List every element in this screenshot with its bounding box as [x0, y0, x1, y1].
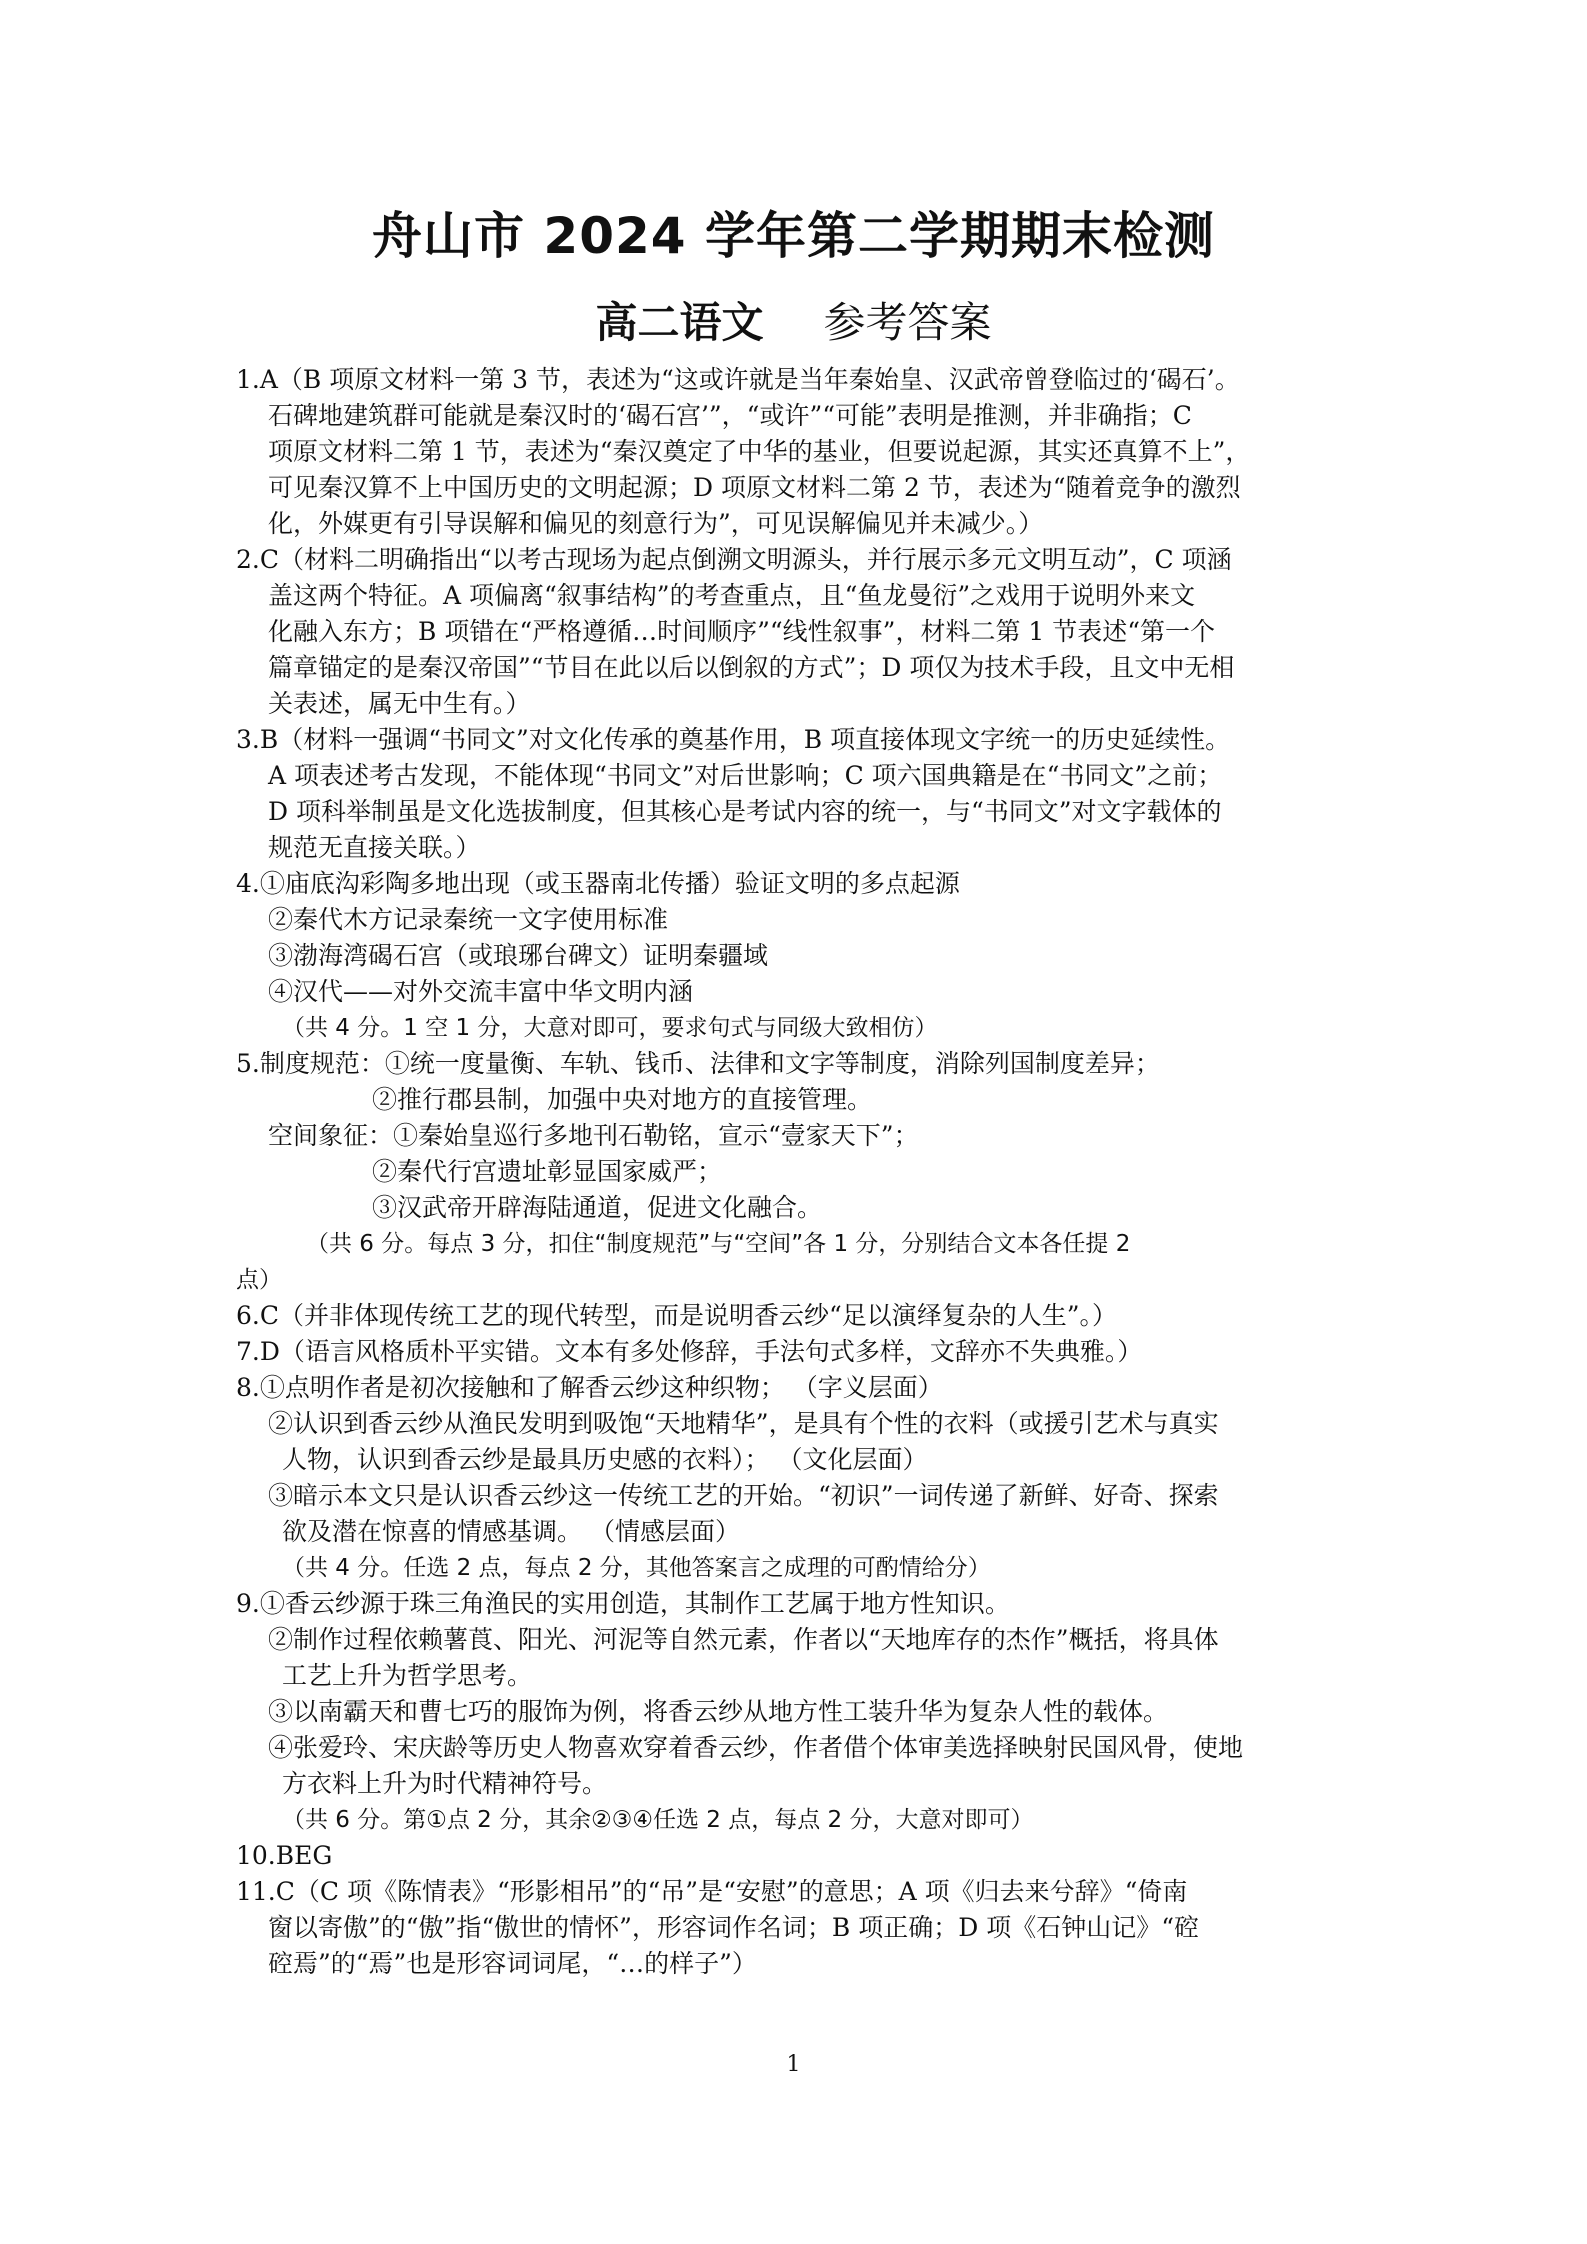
answer-key-label: 参考答案	[823, 298, 992, 347]
answer-line: 化，外媒更有引导误解和偏见的刻意行为”，可见误解偏见并未减少。）	[268, 509, 1044, 538]
answer-line: 窗以寄傲”的“傲”指“傲世的情怀”，形容词作名词；B 项正确；D 项《石钟山记》“硿	[268, 1913, 1199, 1942]
answer-line: ③汉武帝开辟海陆通道，促进文化融合。	[372, 1193, 823, 1222]
answer-line: 石碑地建筑群可能就是秦汉时的‘碣石宫’”，“或许”“可能”表明是推测，并非确指；C	[268, 401, 1192, 430]
answer-line: 5.制度规范：①统一度量衡、车轨、钱币、法律和文字等制度，消除列国制度差异；	[236, 1049, 1160, 1078]
answer-line: 硿焉”的“焉”也是形容词词尾，“…的样子”）	[268, 1949, 757, 1978]
answer-line: ③暗示本文只是认识香云纱这一传统工艺的开始。“初识”一词传递了新鲜、好奇、探索	[268, 1481, 1219, 1510]
answer-line: 欲及潜在惊喜的情感基调。 （情感层面）	[282, 1517, 740, 1546]
answer-line: ②推行郡县制，加强中央对地方的直接管理。	[372, 1085, 873, 1114]
answer-line: 项原文材料二第 1 节，表述为“秦汉奠定了中华的基业，但要说起源，其实还真算不上”，	[268, 437, 1251, 466]
answer-line: ④汉代——对外交流丰富中华文明内涵	[268, 977, 694, 1006]
scoring-note: （共 4 分。1 空 1 分，大意对即可，要求句式与同级大致相仿）	[282, 1015, 938, 1041]
answer-line: 可见秦汉算不上中国历史的文明起源；D 项原文材料二第 2 节，表述为“随着竞争的激烈	[268, 473, 1241, 502]
answer-line: 10.BEG	[236, 1841, 333, 1870]
answer-line: 人物，认识到香云纱是最具历史感的衣料）； （文化层面）	[282, 1445, 928, 1474]
answer-line: ②秦代木方记录秦统一文字使用标准	[268, 905, 669, 934]
scoring-note: （共 6 分。每点 3 分，扣住“制度规范”与“空间”各 1 分，分别结合文本各任提 2	[306, 1231, 1131, 1257]
answer-line: 篇章锚定的是秦汉帝国”“节目在此以后以倒叙的方式”；D 项仅为技术手段，且文中无相	[268, 653, 1235, 682]
answer-line: 3.B（材料一强调“书同文”对文化传承的奠基作用，B 项直接体现文字统一的历史延续性。	[236, 725, 1231, 754]
answer-line: ②认识到香云纱从渔民发明到吸饱“天地精华”，是具有个性的衣料（或援引艺术与真实	[268, 1409, 1219, 1438]
answer-body	[236, 362, 1360, 1982]
answer-line: D 项科举制虽是文化选拔制度，但其核心是考试内容的统一，与“书同文”对文字载体的	[268, 797, 1222, 826]
answer-line: ③以南霸天和曹七巧的服饰为例，将香云纱从地方性工装升华为复杂人性的载体。	[268, 1697, 1169, 1726]
answer-line: 9.①香云纱源于珠三角渔民的实用创造，其制作工艺属于地方性知识。	[236, 1589, 1010, 1618]
page-subtitle	[0, 290, 1587, 350]
answer-line: 7.D（语言风格质朴平实错。文本有多处修辞，手法句式多样，文辞亦不失典雅。）	[236, 1337, 1143, 1366]
scoring-note: （共 4 分。任选 2 点，每点 2 分，其他答案言之成理的可酌情给分）	[282, 1555, 991, 1581]
answer-line: 空间象征：①秦始皇巡行多地刊石勒铭，宣示“壹家天下”；	[268, 1121, 919, 1150]
page-title: 舟山市 2024 学年第二学期期末检测	[372, 207, 1215, 265]
answer-line: ③渤海湾碣石宫（或琅琊台碑文）证明秦疆域	[268, 941, 769, 970]
scoring-note: 点）	[236, 1267, 282, 1293]
answer-line: 6.C（并非体现传统工艺的现代转型，而是说明香云纱“足以演绎复杂的人生”。）	[236, 1301, 1118, 1330]
answer-line: 2.C（材料二明确指出“以考古现场为起点倒溯文明源头，并行展示多元文明互动”，C 项涵	[236, 545, 1232, 574]
answer-line: 盖这两个特征。A 项偏离“叙事结构”的考查重点，且“鱼龙曼衍”之戏用于说明外来文	[268, 581, 1196, 610]
answer-line: A 项表述考古发现，不能体现“书同文”对后世影响；C 项六国典籍是在“书同文”之前；	[268, 761, 1223, 790]
answer-line: 工艺上升为哲学思考。	[282, 1661, 533, 1690]
answer-line: 4.①庙底沟彩陶多地出现（或玉器南北传播）验证文明的多点起源	[236, 869, 960, 898]
scoring-note: （共 6 分。第①点 2 分，其余②③④任选 2 点，每点 2 分，大意对即可）	[282, 1807, 1034, 1833]
answer-line: 化融入东方；B 项错在“严格遵循…时间顺序”“线性叙事”，材料二第 1 节表述“第一个	[268, 617, 1216, 646]
answer-line: 8.①点明作者是初次接触和了解香云纱这种织物； （字义层面）	[236, 1373, 943, 1402]
answer-line: 关表述，属无中生有。）	[268, 689, 531, 718]
answer-line: ②制作过程依赖薯莨、阳光、河泥等自然元素，作者以“天地库存的杰作”概括，将具体	[268, 1625, 1219, 1654]
answer-line: 方衣料上升为时代精神符号。	[282, 1769, 608, 1798]
answer-line: 规范无直接关联。）	[268, 833, 481, 862]
answer-line: 1.A（B 项原文材料一第 3 节，表述为“这或许就是当年秦始皇、汉武帝曾登临过的‘碣石’。	[236, 365, 1240, 394]
answer-line: ②秦代行宫遗址彰显国家威严；	[372, 1157, 723, 1186]
page-number: 1	[786, 2052, 801, 2077]
answer-line: ④张爱玲、宋庆龄等历史人物喜欢穿着香云纱，作者借个体审美选择映射民国风骨，使地	[268, 1733, 1244, 1762]
subject-label: 高二语文	[595, 298, 764, 347]
answer-line: 11.C（C 项《陈情表》“形影相吊”的“吊”是“安慰”的意思；A 项《归去来兮辞》“倚南	[236, 1877, 1188, 1906]
